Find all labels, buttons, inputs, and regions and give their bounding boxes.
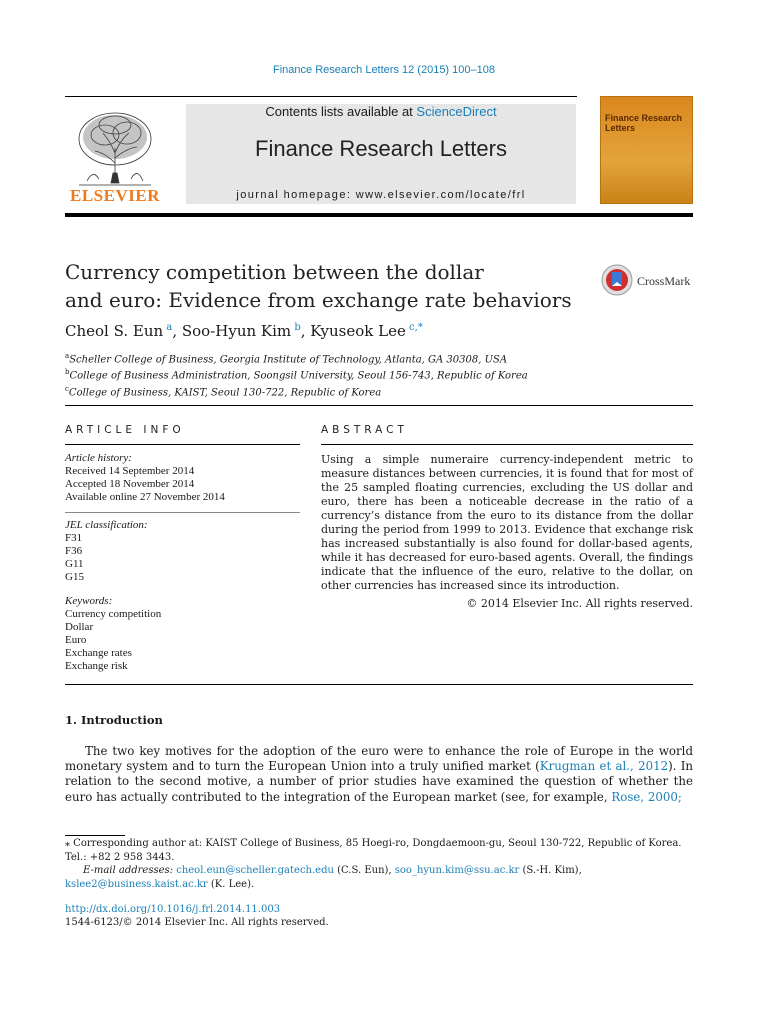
keywords	[65, 595, 300, 673]
keywords-label: Keywords:	[65, 595, 113, 607]
abstract-heading: ABSTRACT	[321, 424, 408, 436]
masthead-thick-rule	[65, 213, 693, 217]
jel-code: F31	[65, 532, 83, 544]
affiliations	[65, 350, 695, 399]
keyword: Euro	[65, 634, 87, 646]
abstract-rule	[321, 444, 693, 445]
header-rule	[65, 96, 577, 97]
keyword: Exchange rates	[65, 647, 132, 659]
keyword: Exchange risk	[65, 660, 128, 672]
affiliation-item: $^a$Scheller College of Business, Georgia Institute of Technology, Atlanta, GA 30308, USA	[65, 352, 508, 366]
jel-classification	[65, 519, 300, 584]
corresponding-author-note: ⁎ Corresponding author at: KAIST College of Business, 85 Hoegi-ro, Dongdaemoon-gu, Seoul 130-722, Republic of Korea. Tel.: +82 2 958 3443.	[65, 838, 682, 863]
author-list: Cheol S. Eun $^a$, Soo-Hyun Kim $^b$, Kyuseok Lee $^{c,*}$	[65, 322, 423, 340]
intro-paragraph: The two key motives for the adoption of the euro were to enhance the role of Europe in the world monetary system and to turn the European Union into a truly unified market (Krugman et al., 2012). In relation to the second motive, a number of prior studies have examined the question of whether the euro has actually contributed to the integration of the European market (see, for example, Rose, 2000;	[65, 744, 693, 804]
issn-copyright: 1544-6123/© 2014 Elsevier Inc. All rights reserved.	[65, 917, 329, 928]
article-history	[65, 452, 300, 504]
keyword: Currency competition	[65, 608, 162, 620]
doi-link[interactable]: http://dx.doi.org/10.1016/j.frl.2014.11.003	[65, 904, 281, 915]
citation-link[interactable]: Krugman et al., 2012	[539, 759, 669, 774]
cover-title: Finance Research Letters	[605, 113, 683, 133]
journal-cover-image	[600, 96, 693, 204]
abstract-text: Using a simple numeraire currency-independent metric to measure distances between currencies, it is found that for most of the 25 sampled floating currencies, excluding the US dollar and euro, there has been a noticeable decrease in the ratio of a currency’s distance from the euro to its distance from the dollar during the period from 1999 to 2013. Evidence that exchange risk has increased substantially is also found for dollar-based agents, while it has decreased for euro-based agents. Overall, the findings indicate that the influence of the euro, relative to the dollar, on other currencies has increased since its introduction.	[321, 453, 693, 592]
email-addresses: E-mail addresses: cheol.eun@scheller.gatech.edu (C.S. Eun), soo_hyun.kim@ssu.ac.kr (S.-H. Kim), kslee2@business.kaist.ac.kr (K. Lee).	[65, 865, 582, 890]
jel-code: G11	[65, 558, 84, 570]
section-rule	[65, 405, 693, 406]
section-rule	[65, 684, 693, 685]
contents-prefix: Contents lists available at	[265, 104, 417, 119]
history-item: Accepted 18 November 2014	[65, 478, 195, 490]
contents-line	[186, 104, 576, 119]
author-affil-marker[interactable]: a	[166, 322, 173, 333]
author-name: Kyuseok Lee	[310, 322, 406, 340]
article-title-line2: and euro: Evidence from exchange rate behaviors	[65, 288, 572, 312]
journal-title: Finance Research Letters	[255, 136, 507, 161]
author-affil-marker[interactable]: b	[294, 322, 301, 333]
author-name: Cheol S. Eun	[65, 322, 164, 340]
info-divider	[65, 512, 300, 513]
history-label: Article history:	[65, 452, 132, 464]
journal-reference[interactable]: Finance Research Letters 12 (2015) 100–108	[273, 64, 495, 76]
jel-code: G15	[65, 571, 84, 583]
citation-link[interactable]: Rose, 2000;	[611, 789, 682, 804]
crossmark-badge[interactable]	[600, 264, 700, 296]
keyword: Dollar	[65, 621, 94, 633]
article-info-rule	[65, 444, 300, 445]
elsevier-wordmark: ELSEVIER	[70, 186, 160, 205]
author-name: Soo-Hyun Kim	[181, 322, 292, 340]
jel-code: F36	[65, 545, 83, 557]
journal-homepage[interactable]: journal homepage: www.elsevier.com/locate/frl	[236, 189, 526, 201]
article-info-heading: ARTICLE INFO	[65, 424, 185, 436]
article-title	[65, 258, 595, 314]
history-item: Received 14 September 2014	[65, 465, 195, 477]
email-label: E-mail addresses:	[83, 865, 174, 876]
article-title-line1: Currency competition between the dollar	[65, 260, 484, 284]
jel-label: JEL classification:	[65, 519, 148, 531]
affiliation-item: $^b$College of Business Administration, Soongsil University, Seoul 156-743, Republic of Korea	[65, 368, 528, 382]
crossmark-icon	[602, 265, 632, 295]
email-link[interactable]: kslee2@business.kaist.ac.kr	[65, 878, 208, 890]
section-heading: 1. Introduction	[65, 713, 163, 727]
history-item: Available online 27 November 2014	[65, 491, 225, 503]
email-link[interactable]: cheol.eun@scheller.gatech.edu	[176, 865, 334, 876]
crossmark-label: CrossMark	[637, 274, 691, 288]
abstract-copyright: © 2014 Elsevier Inc. All rights reserved.	[466, 597, 693, 610]
affiliation-item: $^c$College of Business, KAIST, Seoul 130-722, Republic of Korea	[65, 384, 382, 398]
author-affil-marker[interactable]: c,*	[409, 322, 423, 333]
footnote-rule	[65, 835, 125, 836]
sciencedirect-link[interactable]: ScienceDirect	[416, 104, 497, 119]
email-link[interactable]: soo_hyun.kim@ssu.ac.kr	[394, 865, 520, 876]
